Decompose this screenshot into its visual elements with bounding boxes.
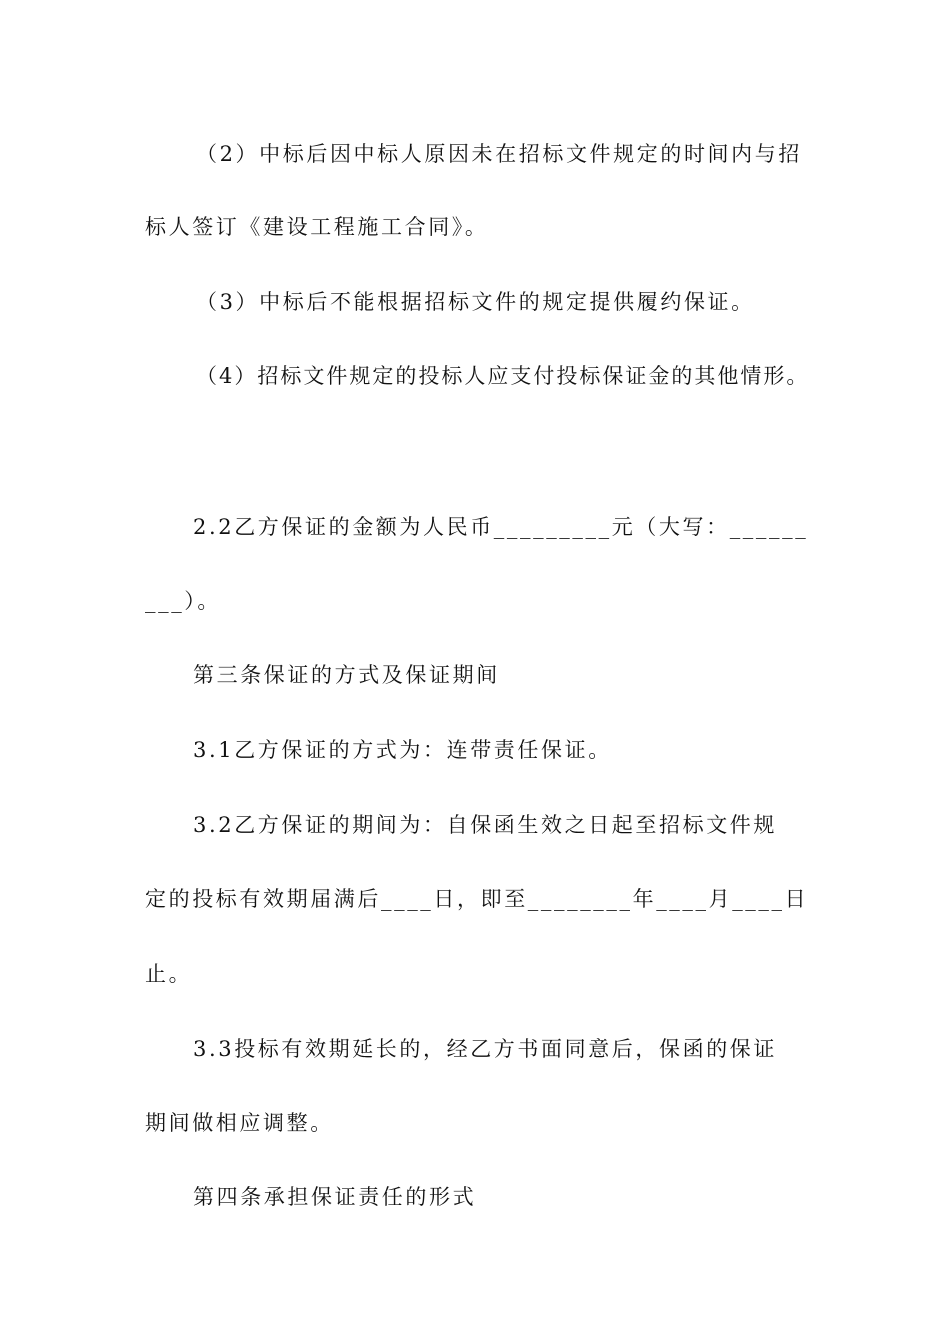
section-heading-3: 第三条保证的方式及保证期间 <box>193 663 500 687</box>
paragraph-line-10: 定的投标有效期届满后____日，即至________年____月____日 <box>145 887 809 911</box>
paragraph-line-11: 止。 <box>145 962 193 986</box>
paragraph-line-9: 3.2乙方保证的期间为：自保函生效之日起至招标文件规 <box>193 813 777 837</box>
paragraph-line-1: （2）中标后因中标人原因未在招标文件规定的时间内与招 <box>196 142 802 166</box>
paragraph-line-3: （3）中标后不能根据招标文件的规定提供履约保证。 <box>196 290 755 314</box>
section-heading-4: 第四条承担保证责任的形式 <box>193 1185 477 1209</box>
paragraph-line-5: 2.2乙方保证的金额为人民币_________元（大写：______ <box>193 515 809 539</box>
paragraph-line-4: （4）招标文件规定的投标人应支付投标保证金的其他情形。 <box>196 364 810 388</box>
paragraph-line-6: ___）。 <box>145 589 221 613</box>
paragraph-line-2: 标人签订《建设工程施工合同》。 <box>145 215 489 239</box>
paragraph-line-13: 期间做相应调整。 <box>145 1111 334 1135</box>
paragraph-line-8: 3.1乙方保证的方式为：连带责任保证。 <box>193 738 612 762</box>
paragraph-line-12: 3.3投标有效期延长的，经乙方书面同意后，保函的保证 <box>193 1037 777 1061</box>
